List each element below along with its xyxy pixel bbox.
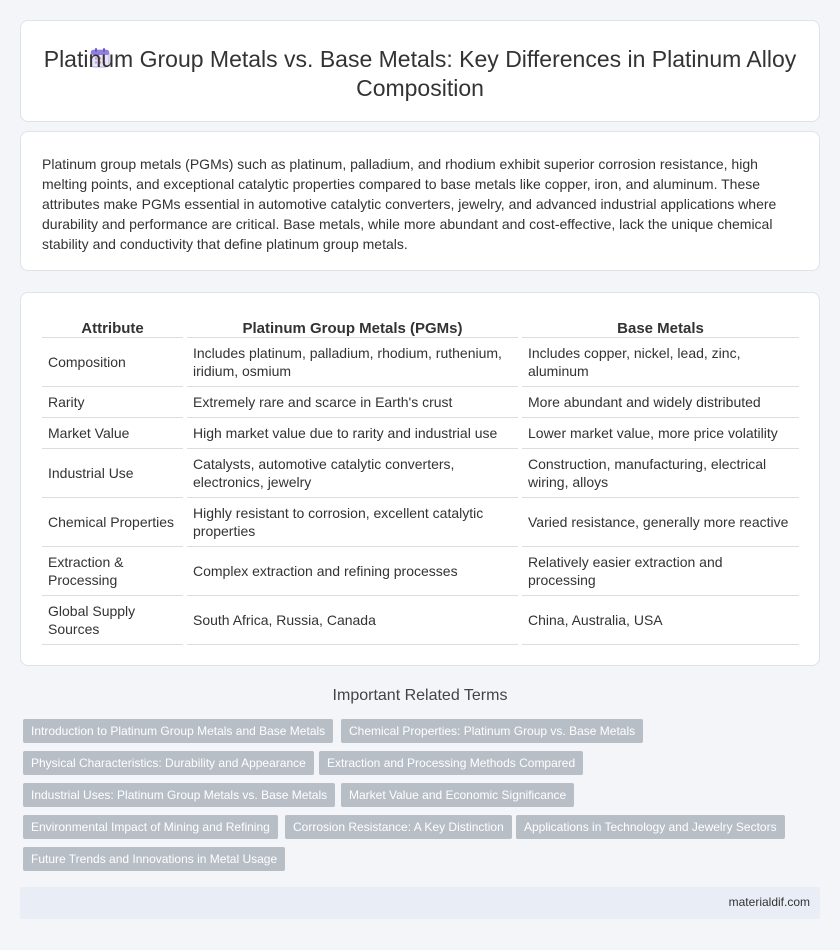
related-term-tag[interactable]: Corrosion Resistance: A Key Distinction: [285, 815, 512, 839]
row-pgm-value: High market value due to rarity and industrial use: [185, 417, 520, 448]
row-base-value: Construction, manufacturing, electrical wiring, alloys: [520, 448, 799, 497]
row-base-value: Relatively easier extraction and processing: [520, 546, 799, 595]
related-term-tag[interactable]: Chemical Properties: Platinum Group vs. Base Metals: [341, 719, 643, 743]
row-pgm-value: Catalysts, automotive catalytic converters, electronics, jewelry: [185, 448, 520, 497]
row-attribute: Global Supply Sources: [42, 595, 185, 644]
related-term-tag[interactable]: Physical Characteristics: Durability and Appearance: [23, 751, 314, 775]
table-row: [42, 386, 799, 417]
row-base-value: China, Australia, USA: [520, 595, 799, 644]
related-term-tag[interactable]: Future Trends and Innovations in Metal Usage: [23, 847, 285, 871]
related-term-tag[interactable]: Applications in Technology and Jewelry Sectors: [516, 815, 785, 839]
table-row: [42, 595, 799, 644]
row-pgm-value: Complex extraction and refining processes: [185, 546, 520, 595]
table-row: [42, 497, 799, 546]
row-base-value: Varied resistance, generally more reactive: [520, 497, 799, 546]
site-link[interactable]: materialdif.com: [728, 895, 810, 909]
row-attribute: Extraction & Processing: [42, 546, 185, 595]
related-term-tag[interactable]: Market Value and Economic Significance: [341, 783, 574, 807]
row-attribute: Industrial Use: [42, 448, 185, 497]
header-base-metals: Base Metals: [520, 315, 799, 337]
footer-bar: [20, 887, 820, 919]
table-row: [42, 448, 799, 497]
page-title: Platinum Group Metals vs. Base Metals: Key Differences in Platinum Alloy Composition: [43, 46, 797, 101]
title-card: [20, 20, 820, 122]
row-attribute: Rarity: [42, 386, 185, 417]
table-header-row: [42, 315, 799, 337]
row-attribute: Chemical Properties: [42, 497, 185, 546]
related-term-tag[interactable]: Introduction to Platinum Group Metals and Base Metals: [23, 719, 333, 743]
intro-card: [20, 131, 820, 271]
row-base-value: Lower market value, more price volatility: [520, 417, 799, 448]
comparison-table: [42, 315, 799, 645]
row-pgm-value: Highly resistant to corrosion, excellent catalytic properties: [185, 497, 520, 546]
related-term-tag[interactable]: Environmental Impact of Mining and Refining: [23, 815, 278, 839]
row-pgm-value: Includes platinum, palladium, rhodium, ruthenium, iridium, osmium: [185, 337, 520, 386]
header-pgm: Platinum Group Metals (PGMs): [185, 315, 520, 337]
related-terms-heading: Important Related Terms: [332, 687, 508, 704]
table-row: [42, 546, 799, 595]
row-base-value: More abundant and widely distributed: [520, 386, 799, 417]
table-row: [42, 337, 799, 386]
header-attribute: Attribute: [42, 315, 185, 337]
related-term-tag[interactable]: Extraction and Processing Methods Compared: [319, 751, 583, 775]
row-base-value: Includes copper, nickel, lead, zinc, aluminum: [520, 337, 799, 386]
row-pgm-value: Extremely rare and scarce in Earth's crust: [185, 386, 520, 417]
intro-paragraph: Platinum group metals (PGMs) such as platinum, palladium, and rhodium exhibit superior corrosion resistance, high melting points, and exceptional catalytic properties compared to base metals like copper, iron, and aluminum. These attributes make PGMs essential in automotive catalytic converters, jewelry, and advanced industrial applications where durability and performance are critical. Base metals, while more abundant and cost-effective, lack the unique chemical stability and conductivity that define platinum group metals.: [42, 156, 777, 252]
table-row: [42, 417, 799, 448]
comparison-card: [20, 292, 820, 666]
related-term-tag[interactable]: Industrial Uses: Platinum Group Metals vs. Base Metals: [23, 783, 335, 807]
row-attribute: Market Value: [42, 417, 185, 448]
row-attribute: Composition: [42, 337, 185, 386]
row-pgm-value: South Africa, Russia, Canada: [185, 595, 520, 644]
